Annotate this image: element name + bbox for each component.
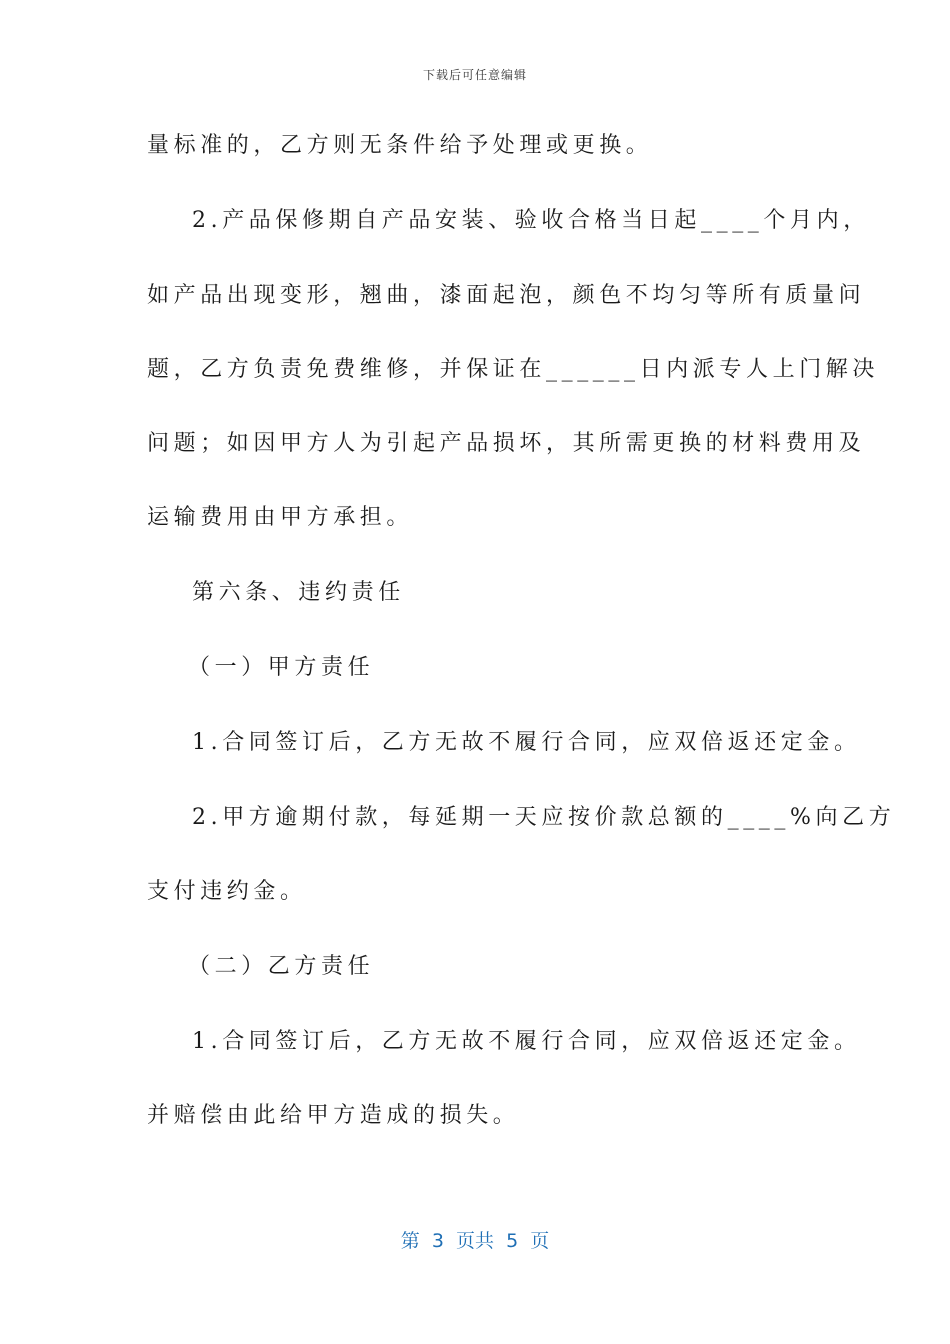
body-line: 2.产品保修期自产品安装、验收合格当日起____个月内， (192, 208, 870, 233)
section-heading: 第六条、违约责任 (192, 580, 405, 605)
body-line: 问题；如因甲方人为引起产品损坏，其所需更换的材料费用及 (147, 431, 866, 456)
subsection-heading: （一）甲方责任 (188, 655, 375, 680)
body-line: 并赔偿由此给甲方造成的损失。 (147, 1103, 520, 1128)
body-line: 2.甲方逾期付款，每延期一天应按价款总额的____%向乙方 (192, 805, 896, 830)
body-line: 运输费用由甲方承担。 (147, 505, 414, 530)
body-line: 支付违约金。 (147, 879, 307, 904)
body-line: 1.合同签订后，乙方无故不履行合同，应双倍返还定金。 (192, 1029, 861, 1054)
body-line: 题，乙方负责免费维修，并保证在______日内派专人上门解决 (147, 357, 880, 382)
subsection-heading: （二）乙方责任 (188, 954, 375, 979)
body-line: 1.合同签订后，乙方无故不履行合同，应双倍返还定金。 (192, 730, 861, 755)
body-line: 如产品出现变形，翘曲，漆面起泡，颜色不均匀等所有质量问 (147, 283, 866, 308)
body-line: 量标准的，乙方则无条件给予处理或更换。 (147, 133, 653, 158)
page-header-note: 下载后可任意编辑 (422, 68, 527, 82)
page-number-footer: 第 3 页共 5 页 (400, 1230, 550, 1252)
